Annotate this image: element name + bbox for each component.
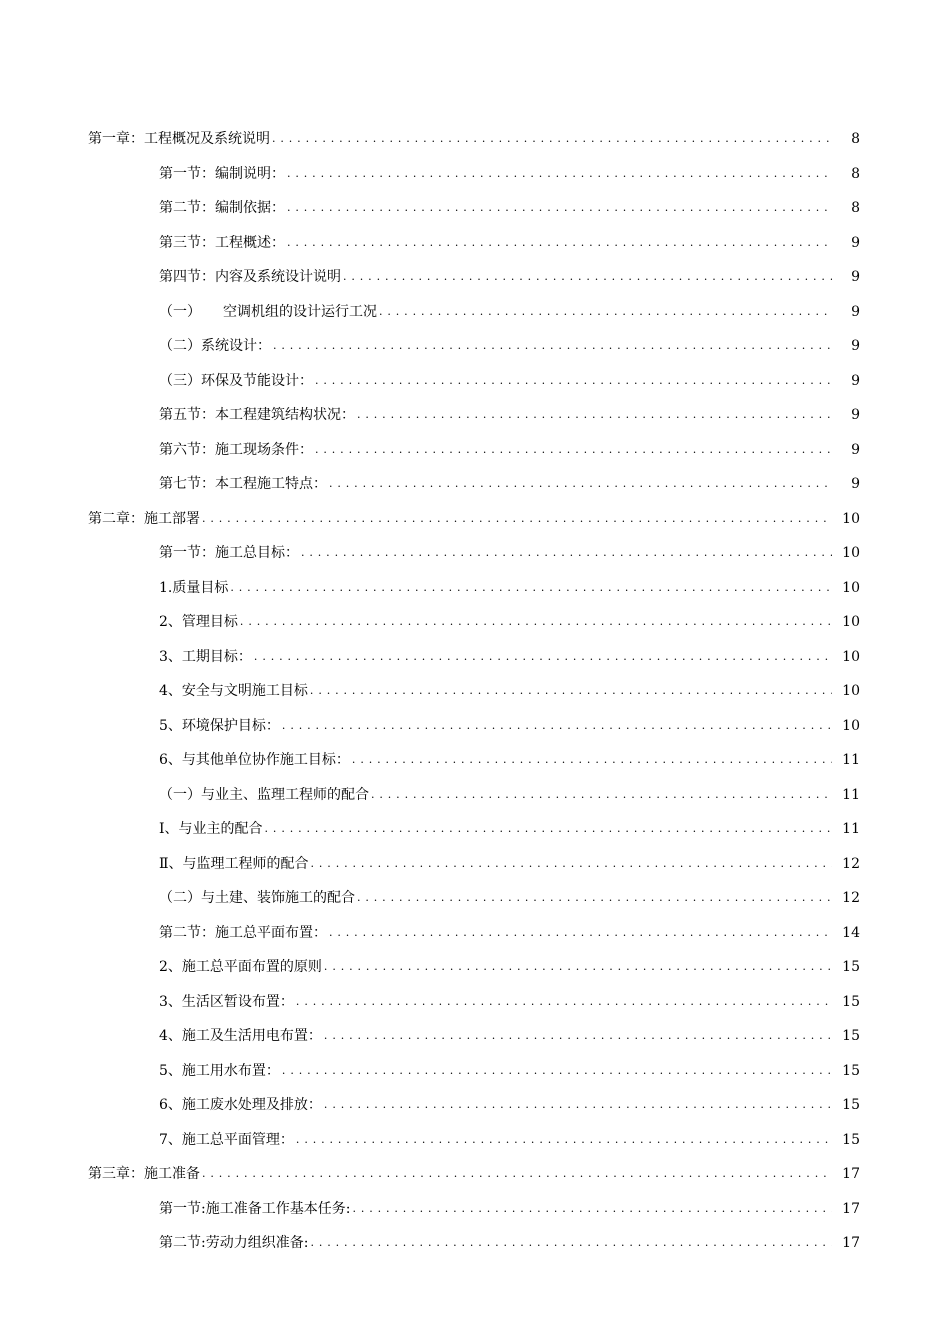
toc-page-number: 8 — [851, 165, 860, 182]
toc-dot-leader — [329, 924, 832, 942]
toc-dot-leader — [324, 958, 832, 976]
toc-entry-title: （一）与业主、监理工程师的配合 — [159, 786, 369, 803]
toc-entry-title: 第一章：工程概况及系统说明 — [88, 131, 270, 148]
toc-dot-leader — [324, 1027, 832, 1045]
toc-page-number: 9 — [851, 476, 860, 493]
toc-dot-leader — [357, 889, 832, 907]
toc-dot-leader — [287, 234, 832, 252]
toc-entry[interactable] — [0, 157, 950, 192]
toc-entry[interactable] — [0, 812, 950, 847]
toc-dot-leader — [202, 510, 832, 528]
toc-entry-title: （三）环保及节能设计： — [159, 372, 313, 389]
toc-entry-title: （二）与土建、装饰施工的配合 — [159, 890, 355, 907]
toc-entry[interactable] — [0, 778, 950, 813]
toc-entry[interactable] — [0, 398, 950, 433]
toc-page-number: 11 — [842, 786, 860, 803]
toc-entry[interactable] — [0, 847, 950, 882]
toc-dot-leader — [254, 648, 832, 666]
toc-page-number: 12 — [842, 855, 860, 872]
toc-entry-title: 第六节：施工现场条件： — [159, 441, 313, 458]
toc-page-number: 12 — [842, 890, 860, 907]
toc-entry-title: 4、施工及生活用电布置： — [159, 1028, 322, 1045]
toc-entry-subtitle: 空调机组的设计运行工况 — [223, 303, 377, 320]
toc-entry-title: 5、环境保护目标： — [159, 717, 280, 734]
toc-entry-title: 2、施工总平面布置的原则 — [159, 959, 322, 976]
toc-dot-leader — [311, 855, 832, 873]
toc-dot-leader — [282, 1062, 832, 1080]
toc-dot-leader — [202, 1165, 832, 1183]
toc-entry-title: 第一节：施工总目标： — [159, 545, 299, 562]
toc-entry[interactable] — [0, 191, 950, 226]
toc-entry[interactable] — [0, 226, 950, 261]
toc-entry[interactable] — [0, 950, 950, 985]
toc-dot-leader — [310, 1234, 832, 1252]
toc-page-number: 17 — [842, 1235, 860, 1252]
toc-dot-leader — [352, 751, 832, 769]
toc-entry-title: 7、施工总平面管理： — [159, 1131, 294, 1148]
toc-dot-leader — [343, 268, 832, 286]
toc-entry-title: Ⅱ、与监理工程师的配合 — [159, 855, 309, 872]
toc-entry-title: Ⅰ、与业主的配合 — [159, 821, 263, 838]
toc-entry-title: 2、管理目标 — [159, 614, 238, 631]
toc-entry[interactable] — [0, 1192, 950, 1227]
toc-dot-leader — [352, 1200, 832, 1218]
toc-page-number: 9 — [851, 303, 860, 320]
toc-entry-title: 第三节：工程概述： — [159, 234, 285, 251]
toc-page-number: 9 — [851, 372, 860, 389]
toc-dot-leader — [296, 1131, 832, 1149]
toc-entry[interactable] — [0, 1226, 950, 1261]
toc-page-number: 9 — [851, 338, 860, 355]
toc-page-number: 9 — [851, 234, 860, 251]
toc-entry[interactable] — [0, 260, 950, 295]
toc-entry[interactable] — [0, 295, 950, 330]
toc-dot-leader — [301, 544, 832, 562]
toc-entry[interactable] — [0, 1123, 950, 1158]
toc-dot-leader — [296, 993, 832, 1011]
toc-page-number: 11 — [842, 752, 860, 769]
toc-page-number: 15 — [842, 1131, 860, 1148]
toc-entry-title: 第五节：本工程建筑结构状况： — [159, 407, 355, 424]
toc-entry-title: 3、工期目标： — [159, 648, 252, 665]
toc-entry-title: 5、施工用水布置： — [159, 1062, 280, 1079]
toc-page-number: 15 — [842, 959, 860, 976]
toc-dot-leader — [310, 682, 832, 700]
toc-page-number: 15 — [842, 1028, 860, 1045]
toc-entry-title: 第二节：施工总平面布置： — [159, 924, 327, 941]
toc-page-number: 9 — [851, 407, 860, 424]
toc-page-number: 10 — [842, 579, 860, 596]
toc-dot-leader — [272, 130, 832, 148]
toc-entry[interactable] — [0, 674, 950, 709]
toc-dot-leader — [324, 1096, 832, 1114]
toc-page-number: 10 — [842, 510, 860, 527]
toc-entry[interactable] — [0, 122, 950, 157]
toc-page-number: 9 — [851, 269, 860, 286]
toc-page-number: 10 — [842, 648, 860, 665]
toc-entry[interactable] — [0, 881, 950, 916]
toc-page-number: 11 — [842, 821, 860, 838]
toc-entry[interactable] — [0, 916, 950, 951]
toc-entry-title — [159, 303, 377, 321]
toc-entry[interactable] — [0, 985, 950, 1020]
toc-entry-title: 1.质量目标 — [159, 579, 229, 596]
toc-entry[interactable] — [0, 502, 950, 537]
toc-entry[interactable] — [0, 364, 950, 399]
toc-dot-leader — [357, 406, 832, 424]
toc-dot-leader — [287, 199, 832, 217]
toc-page-number: 17 — [842, 1166, 860, 1183]
toc-entry-title: 4、安全与文明施工目标 — [159, 683, 308, 700]
toc-entry-title: 第一节:施工准备工作基本任务: — [159, 1200, 351, 1217]
toc-dot-leader — [230, 579, 832, 597]
toc-entry[interactable] — [0, 536, 950, 571]
toc-page-number: 10 — [842, 683, 860, 700]
toc-page-number: 10 — [842, 614, 860, 631]
toc-entry[interactable] — [0, 1019, 950, 1054]
toc-entry-title: 第四节：内容及系统设计说明 — [159, 269, 341, 286]
toc-entry[interactable] — [0, 640, 950, 675]
toc-page-number: 10 — [842, 545, 860, 562]
toc-entry-title: 3、生活区暂设布置： — [159, 993, 294, 1010]
toc-dot-leader — [265, 820, 832, 838]
toc-dot-leader — [315, 372, 832, 390]
toc-entry[interactable] — [0, 1054, 950, 1089]
toc-entry-title: 第二节：编制依据： — [159, 200, 285, 217]
toc-page-number: 15 — [842, 1097, 860, 1114]
toc-entry-title: 第二章：施工部署 — [88, 510, 200, 527]
toc-dot-leader — [371, 786, 832, 804]
toc-page-number: 8 — [851, 200, 860, 217]
toc-dot-leader — [329, 475, 832, 493]
toc-entry-title: （二）系统设计： — [159, 338, 271, 355]
toc-entry[interactable] — [0, 433, 950, 468]
toc-entry-title: 第七节：本工程施工特点： — [159, 476, 327, 493]
toc-entry[interactable] — [0, 743, 950, 778]
toc-dot-leader — [287, 165, 832, 183]
toc-page-number: 9 — [851, 441, 860, 458]
toc-entry[interactable] — [0, 1157, 950, 1192]
toc-entry-prefix: （一） — [159, 303, 201, 320]
toc-page-number: 8 — [851, 131, 860, 148]
toc-page-number: 17 — [842, 1200, 860, 1217]
toc-entry-title: 第二节:劳动力组织准备: — [159, 1235, 309, 1252]
toc-entry-title: 第三章：施工准备 — [88, 1166, 200, 1183]
toc-page-number: 15 — [842, 1062, 860, 1079]
toc-dot-leader — [240, 613, 832, 631]
toc-dot-leader — [282, 717, 832, 735]
toc-page-number: 15 — [842, 993, 860, 1010]
toc-dot-leader — [273, 337, 832, 355]
toc-page-number: 10 — [842, 717, 860, 734]
toc-entry[interactable] — [0, 605, 950, 640]
toc-dot-leader — [315, 441, 832, 459]
toc-entry[interactable] — [0, 467, 950, 502]
toc-entry-title: 第一节：编制说明： — [159, 165, 285, 182]
toc-page-number: 14 — [842, 924, 860, 941]
toc-entry-title: 6、施工废水处理及排放： — [159, 1097, 322, 1114]
toc-entry-title: 6、与其他单位协作施工目标： — [159, 752, 350, 769]
toc-entry[interactable] — [0, 1088, 950, 1123]
toc-entry[interactable] — [0, 709, 950, 744]
toc-entry[interactable] — [0, 329, 950, 364]
toc-entry[interactable] — [0, 571, 950, 606]
toc-dot-leader — [379, 303, 832, 321]
table-of-contents — [0, 122, 950, 1261]
